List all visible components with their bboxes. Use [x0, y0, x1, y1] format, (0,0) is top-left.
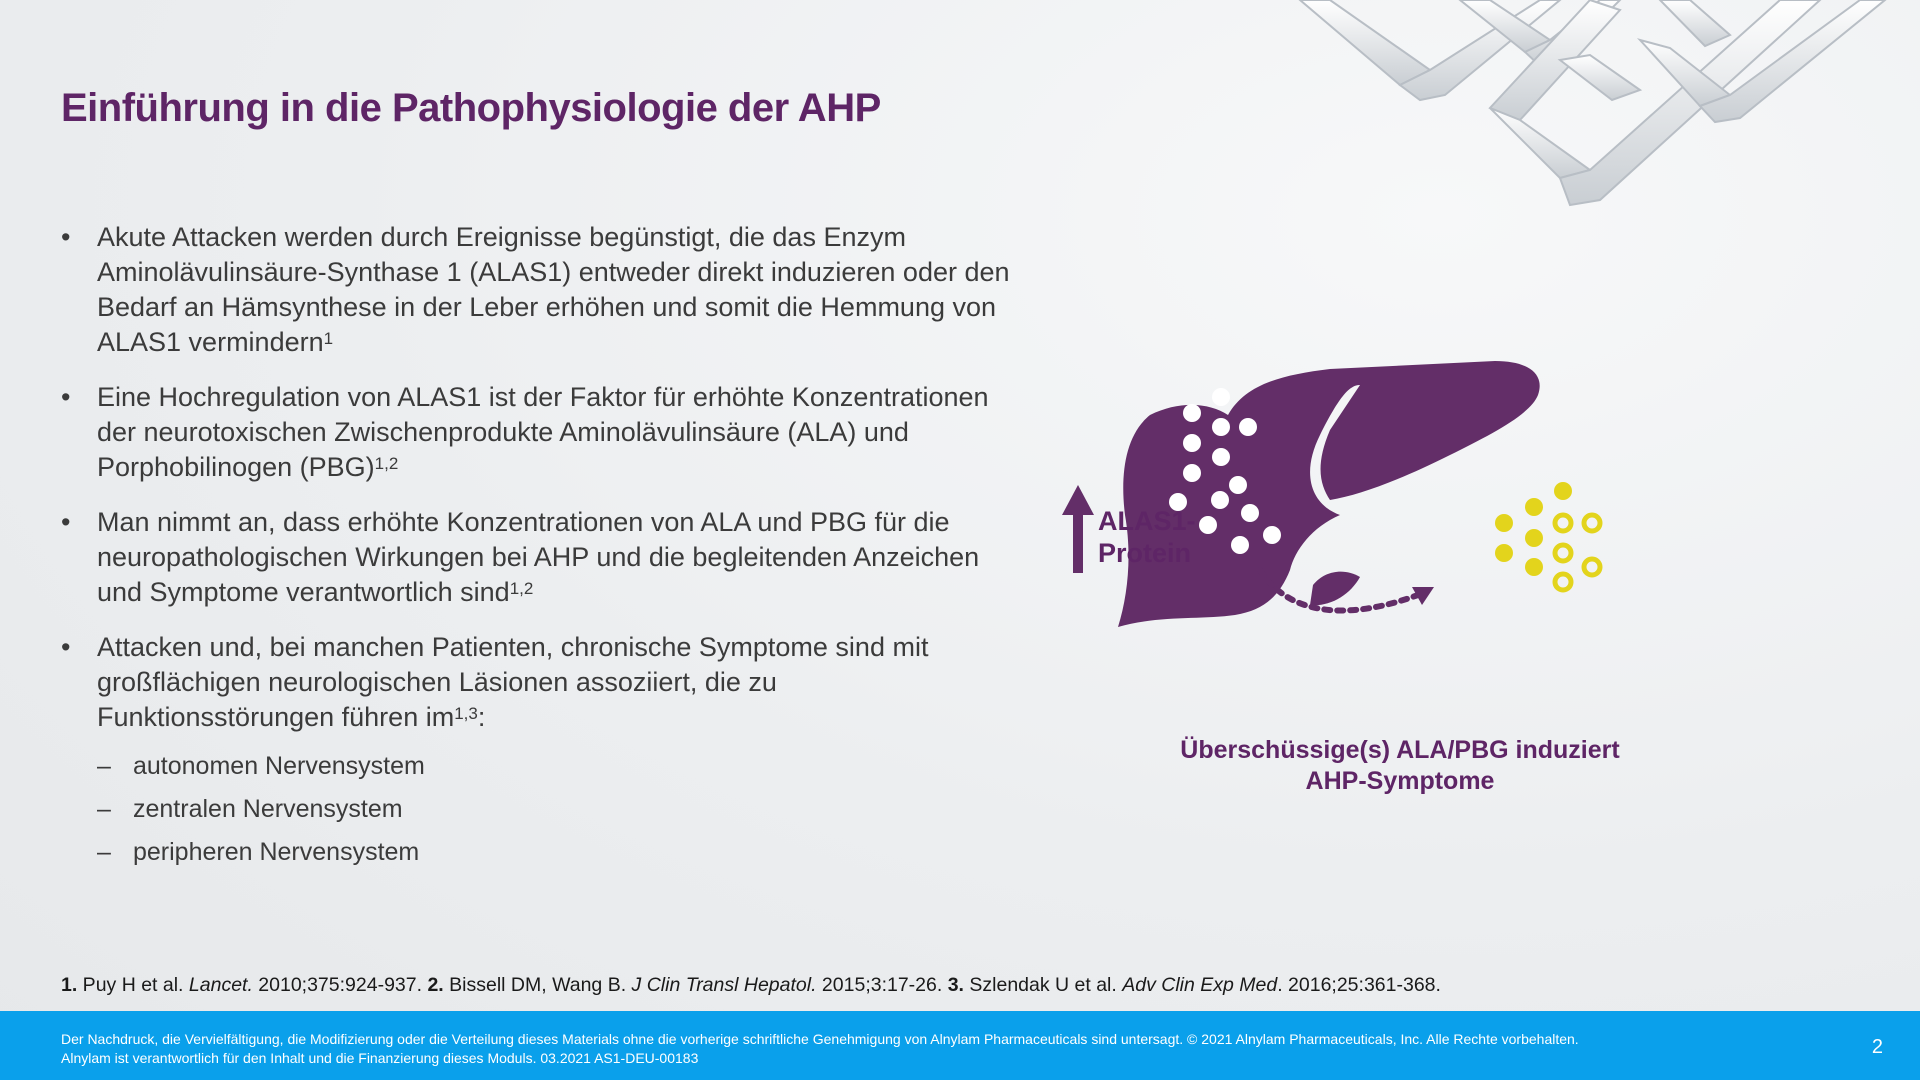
ref-text: Bissell DM, Wang B.	[443, 974, 632, 996]
sub-bullet-item: – peripheren Nervensystem	[97, 831, 1021, 874]
bullet-item	[61, 380, 1021, 485]
slide-title: Einführung in die Pathophysiologie der AHP	[61, 86, 881, 130]
bullet-text: Akute Attacken werden durch Ereignisse begünstigt, die das Enzym Aminolävulinsäure-Synthase 1 (ALAS1) entweder direkt induzieren oder den Bedarf an Hämsynthese in der Leber erhöhen und somit die Hemmung von ALAS1 vermindern	[97, 222, 1010, 357]
ref-number: 2.	[427, 974, 444, 996]
ref-text: 2015;3:17-26.	[816, 974, 948, 996]
copyright-line: Alnylam ist verantwortlich für den Inhalt und die Finanzierung dieses Moduls. 03.2021 AS1-DEU-00183	[61, 1050, 699, 1066]
figure-caption	[1120, 735, 1680, 797]
bullet-item	[61, 630, 1021, 874]
ref-text: . 2016;25:361-368.	[1277, 974, 1441, 996]
references	[61, 974, 1441, 997]
ref-number: 1.	[61, 974, 78, 996]
bullet-item	[61, 505, 1021, 610]
copyright-notice	[61, 1030, 1761, 1068]
ref-number: 3.	[947, 974, 964, 996]
alas1-protein-label	[1098, 505, 1196, 569]
alas1-label-line: ALAS1-	[1098, 506, 1196, 536]
footnote-ref: 1,2	[509, 579, 534, 598]
alas1-label-line: Protein	[1098, 538, 1192, 568]
bullet-text: Eine Hochregulation von ALAS1 ist der Faktor für erhöhte Konzentrationen der neurotoxischen Zwischenprodukte Aminolävulinsäure (ALA) und Porphobilinogen (PBG)	[97, 382, 989, 482]
ref-text: 2010;375:924-937.	[252, 974, 428, 996]
molecule-dots-yellow	[1495, 482, 1600, 590]
ref-journal: J Clin Transl Hepatol.	[631, 974, 817, 996]
footer-bar	[0, 1011, 1920, 1080]
bullet-item	[61, 220, 1021, 360]
maze-image	[1260, 0, 1900, 220]
ref-journal: Lancet.	[188, 974, 253, 996]
bullet-list	[61, 220, 1021, 894]
page-number: 2	[1871, 1036, 1883, 1058]
footnote-ref: 1,3	[454, 704, 478, 723]
ref-text: Puy H et al.	[77, 974, 189, 996]
ref-text: Szlendak U et al.	[963, 974, 1123, 996]
footnote-ref: 1,2	[374, 454, 399, 473]
up-arrow-icon	[1062, 485, 1094, 573]
ref-journal: Adv Clin Exp Med	[1122, 974, 1278, 996]
copyright-line: Der Nachdruck, die Vervielfältigung, die Modifizierung oder die Verteilung dieses Materials ohne die vorherige schriftliche Genehmigung von Alnylam Pharmaceuticals sind untersagt. © 2021 Alnylam Pharmaceuticals, Inc. Alle Rechte vorbehalten.	[61, 1031, 1579, 1047]
footnote-ref: 1	[323, 329, 334, 348]
bullet-text: Man nimmt an, dass erhöhte Konzentrationen von ALA und PBG für die neuropathologischen Wirkungen bei AHP und die begleitenden Anzeichen und Symptome verantwortlich sind	[97, 507, 980, 607]
sub-bullet-item: – autonomen Nervensystem	[97, 745, 1021, 788]
bullet-suffix: :	[477, 702, 486, 732]
sub-bullet-item: – zentralen Nervensystem	[97, 788, 1021, 831]
sub-bullet-list	[97, 745, 1021, 874]
bullet-text: Attacken und, bei manchen Patienten, chronische Symptome sind mit großflächigen neurologischen Läsionen assoziiert, die zu Funktionsstörungen führen im	[97, 632, 929, 732]
caption-line: Überschüssige(s) ALA/PBG induziert	[1180, 736, 1620, 764]
caption-line: AHP-Symptome	[1305, 767, 1495, 795]
